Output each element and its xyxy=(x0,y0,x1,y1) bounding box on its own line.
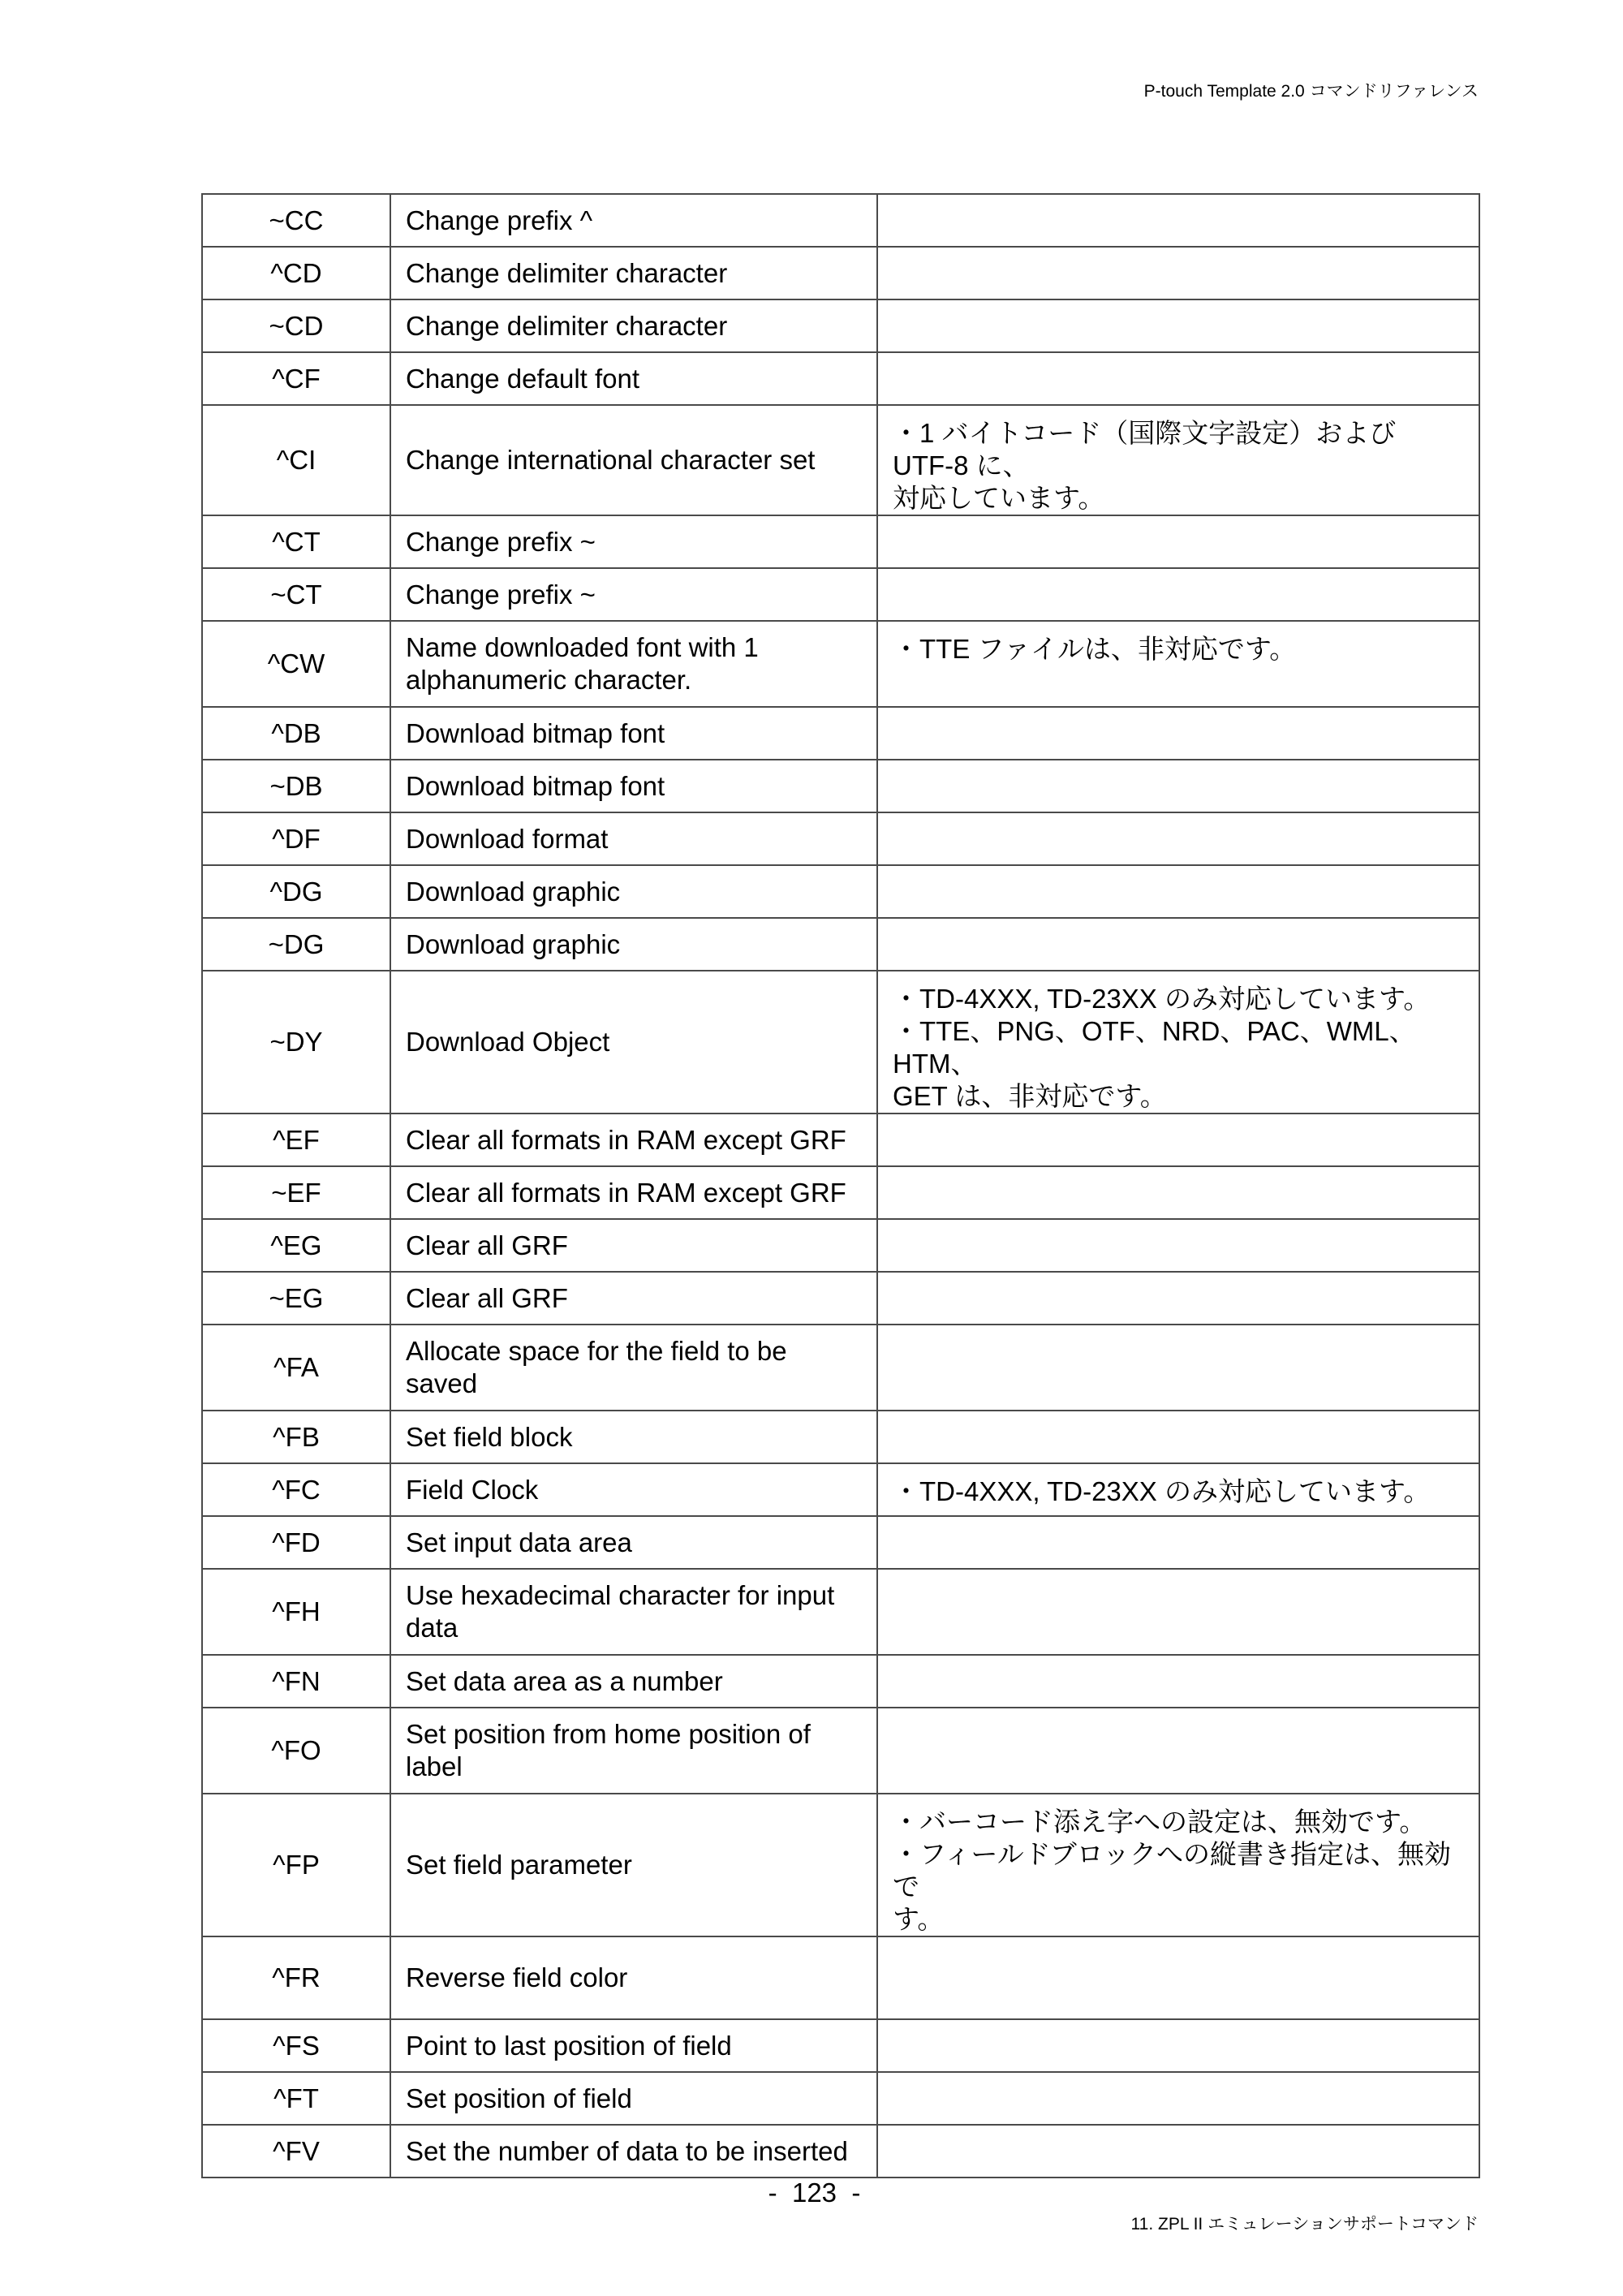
command-note: ・TD-4XXX, TD-23XX のみ対応しています。 ・TTE、PNG、OTF、NRD、PAC、WML、HTM、 GET は、非対応です。 xyxy=(877,971,1479,1114)
table-row xyxy=(202,707,1479,760)
table-row xyxy=(202,2125,1479,2178)
table-row xyxy=(202,1936,1479,2019)
command-description: Field Clock xyxy=(390,1463,877,1516)
command-code: ^FT xyxy=(202,2072,390,2125)
table-row xyxy=(202,1325,1479,1411)
command-table-body xyxy=(202,194,1479,2178)
command-note xyxy=(877,247,1479,299)
command-note: ・バーコード添え字への設定は、無効です。 ・フィールドブロックへの縦書き指定は、無効で す。 xyxy=(877,1794,1479,1936)
table-row xyxy=(202,760,1479,812)
command-note xyxy=(877,707,1479,760)
command-description: Clear all GRF xyxy=(390,1219,877,1272)
command-code: ^FC xyxy=(202,1463,390,1516)
command-description: Set field block xyxy=(390,1411,877,1463)
command-note xyxy=(877,568,1479,621)
command-code: ^FR xyxy=(202,1936,390,2019)
command-description: Set position of field xyxy=(390,2072,877,2125)
table-row xyxy=(202,515,1479,568)
page-footer-title: 11. ZPL II エミュレーションサポートコマンド xyxy=(1130,2215,1479,2234)
command-table xyxy=(201,193,1480,2178)
command-code: ^CF xyxy=(202,352,390,405)
table-row xyxy=(202,918,1479,971)
command-note xyxy=(877,865,1479,918)
command-code: ~CT xyxy=(202,568,390,621)
command-note xyxy=(877,1411,1479,1463)
table-row xyxy=(202,812,1479,865)
command-code: ^CD xyxy=(202,247,390,299)
command-code: ^CT xyxy=(202,515,390,568)
command-description: Set data area as a number xyxy=(390,1655,877,1708)
command-description: Point to last position of field xyxy=(390,2019,877,2072)
table-row xyxy=(202,194,1479,247)
command-code: ^CI xyxy=(202,405,390,515)
command-note xyxy=(877,515,1479,568)
command-description: Set field parameter xyxy=(390,1794,877,1936)
command-note xyxy=(877,1516,1479,1569)
command-code: ^FS xyxy=(202,2019,390,2072)
command-description: Clear all GRF xyxy=(390,1272,877,1325)
command-code: ~DB xyxy=(202,760,390,812)
command-description: Download bitmap font xyxy=(390,760,877,812)
command-description: Download graphic xyxy=(390,918,877,971)
command-description: Use hexadecimal character for input data xyxy=(390,1569,877,1655)
command-note xyxy=(877,2125,1479,2178)
command-note xyxy=(877,1569,1479,1655)
command-code: ~EF xyxy=(202,1166,390,1219)
table-row xyxy=(202,1411,1479,1463)
command-code: ^CW xyxy=(202,621,390,707)
command-code: ^DB xyxy=(202,707,390,760)
command-code: ^FP xyxy=(202,1794,390,1936)
command-code: ^DG xyxy=(202,865,390,918)
command-code: ^FB xyxy=(202,1411,390,1463)
table-row xyxy=(202,299,1479,352)
command-code: ^FA xyxy=(202,1325,390,1411)
command-note xyxy=(877,812,1479,865)
table-row xyxy=(202,1463,1479,1516)
command-note xyxy=(877,1936,1479,2019)
command-note xyxy=(877,352,1479,405)
command-note xyxy=(877,760,1479,812)
command-note xyxy=(877,1272,1479,1325)
command-note xyxy=(877,299,1479,352)
command-code: ^EG xyxy=(202,1219,390,1272)
command-description: Set position from home position of label xyxy=(390,1708,877,1794)
command-description: Change default font xyxy=(390,352,877,405)
table-row xyxy=(202,2072,1479,2125)
command-description: Clear all formats in RAM except GRF xyxy=(390,1166,877,1219)
command-description: Download bitmap font xyxy=(390,707,877,760)
command-description: Download format xyxy=(390,812,877,865)
table-row xyxy=(202,568,1479,621)
command-note xyxy=(877,194,1479,247)
command-note xyxy=(877,1708,1479,1794)
command-code: ~DG xyxy=(202,918,390,971)
command-note: ・TD-4XXX, TD-23XX のみ対応しています。 xyxy=(877,1463,1479,1516)
table-row xyxy=(202,1166,1479,1219)
table-row xyxy=(202,1516,1479,1569)
command-note xyxy=(877,1325,1479,1411)
page-header-title: P-touch Template 2.0 コマンドリファレンス xyxy=(1143,82,1479,101)
command-note: ・TTE ファイルは、非対応です。 xyxy=(877,621,1479,707)
command-note xyxy=(877,2072,1479,2125)
table-row xyxy=(202,247,1479,299)
table-row xyxy=(202,352,1479,405)
command-note xyxy=(877,1166,1479,1219)
table-row xyxy=(202,1794,1479,1936)
command-note xyxy=(877,1114,1479,1166)
command-code: ~EG xyxy=(202,1272,390,1325)
table-row xyxy=(202,1655,1479,1708)
command-code: ^FO xyxy=(202,1708,390,1794)
command-description: Change delimiter character xyxy=(390,299,877,352)
table-row xyxy=(202,1569,1479,1655)
table-row xyxy=(202,621,1479,707)
command-code: ~CD xyxy=(202,299,390,352)
command-code: ^FN xyxy=(202,1655,390,1708)
command-description: Name downloaded font with 1 alphanumeric character. xyxy=(390,621,877,707)
table-row xyxy=(202,1708,1479,1794)
command-description: Download Object xyxy=(390,971,877,1114)
table-row xyxy=(202,1114,1479,1166)
page-number: - 123 - xyxy=(768,2178,861,2208)
command-description: Allocate space for the field to be saved xyxy=(390,1325,877,1411)
command-note xyxy=(877,918,1479,971)
command-description: Clear all formats in RAM except GRF xyxy=(390,1114,877,1166)
command-description: Set input data area xyxy=(390,1516,877,1569)
command-description: Download graphic xyxy=(390,865,877,918)
table-row xyxy=(202,1219,1479,1272)
table-row xyxy=(202,405,1479,515)
command-note: ・1 バイトコード（国際文字設定）および UTF-8 に、 対応しています。 xyxy=(877,405,1479,515)
command-code: ^DF xyxy=(202,812,390,865)
table-row xyxy=(202,971,1479,1114)
command-description: Change prefix ~ xyxy=(390,568,877,621)
command-code: ^FD xyxy=(202,1516,390,1569)
command-description: Change prefix ~ xyxy=(390,515,877,568)
table-row xyxy=(202,865,1479,918)
command-note xyxy=(877,1655,1479,1708)
command-description: Reverse field color xyxy=(390,1936,877,2019)
command-description: Change prefix ^ xyxy=(390,194,877,247)
table-row xyxy=(202,2019,1479,2072)
command-note xyxy=(877,1219,1479,1272)
table-row xyxy=(202,1272,1479,1325)
command-description: Set the number of data to be inserted xyxy=(390,2125,877,2178)
command-code: ^FH xyxy=(202,1569,390,1655)
command-description: Change international character set xyxy=(390,405,877,515)
command-code: ~CC xyxy=(202,194,390,247)
command-note xyxy=(877,2019,1479,2072)
command-description: Change delimiter character xyxy=(390,247,877,299)
command-code: ~DY xyxy=(202,971,390,1114)
command-code: ^EF xyxy=(202,1114,390,1166)
command-code: ^FV xyxy=(202,2125,390,2178)
